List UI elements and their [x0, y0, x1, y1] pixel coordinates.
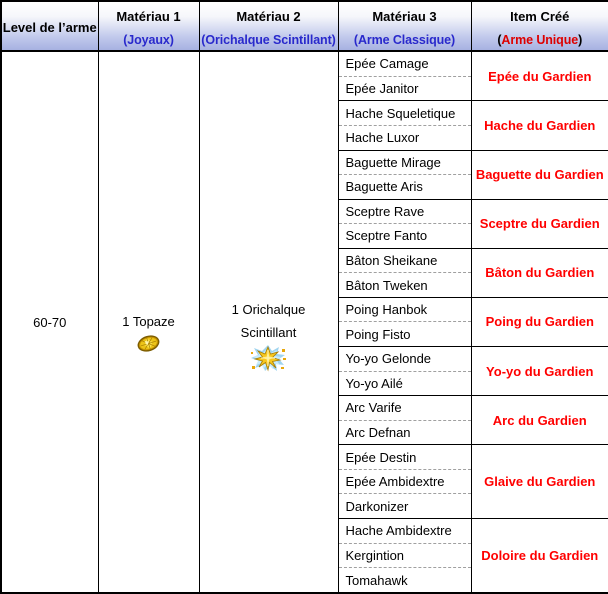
- header-material1-column: [98, 1, 199, 51]
- header-material1-subtitle: (Joyaux): [123, 33, 174, 47]
- header-item-title: Item Créé: [510, 9, 570, 24]
- weapon-cell: Yo-yo Gelonde: [338, 347, 471, 372]
- item-cell: Baguette du Gardien: [471, 150, 608, 199]
- subtitle-open-paren: (: [497, 33, 502, 47]
- material2-label-line2: Scintillant: [240, 325, 297, 340]
- weapon-cell: Epée Ambidextre: [338, 469, 471, 494]
- level-value: 60-70: [33, 314, 67, 330]
- weapon-cell: Tomahawk: [338, 568, 471, 593]
- header-item-column: [471, 1, 608, 51]
- weapon-cell: Poing Fisto: [338, 322, 471, 347]
- header-material3-title: Matériau 3: [372, 9, 437, 24]
- topaz-gem-icon: [135, 333, 162, 354]
- header-material2-column: [199, 1, 338, 51]
- item-cell: Epée du Gardien: [471, 51, 608, 101]
- material2-cell: [199, 51, 338, 593]
- weapon-cell: Epée Destin: [338, 445, 471, 470]
- weapon-cell: Hache Luxor: [338, 125, 471, 150]
- weapon-cell: Baguette Aris: [338, 175, 471, 200]
- header-material3-subtitle: (Arme Classique): [353, 33, 456, 47]
- weapon-cell: Darkonizer: [338, 494, 471, 519]
- weapon-cell: Bâton Sheikane: [338, 248, 471, 273]
- header-level-title: Level de l’arme: [2, 20, 97, 35]
- sparkling-orichalcum-icon: [250, 344, 287, 372]
- weapon-cell: Arc Varife: [338, 396, 471, 421]
- subtitle-text: Arme Unique: [501, 33, 579, 47]
- subtitle-close-paren: ): [578, 33, 583, 47]
- item-cell: Doloire du Gardien: [471, 518, 608, 593]
- weapon-cell: Hache Ambidextre: [338, 518, 471, 543]
- level-cell: [1, 51, 98, 593]
- header-item-subtitle: [472, 33, 608, 47]
- weapon-cell: Poing Hanbok: [338, 297, 471, 322]
- weapon-cell: Kergintion: [338, 543, 471, 568]
- header-material3-column: [338, 1, 471, 51]
- material1-label: 1 Topaze: [122, 314, 175, 329]
- header-level-column: [1, 1, 98, 51]
- weapon-cell: Epée Camage: [338, 51, 471, 76]
- item-cell: Arc du Gardien: [471, 396, 608, 445]
- table-header: [1, 1, 608, 51]
- craft-table-body: [1, 51, 608, 593]
- header-material2-subtitle: (Orichalque Scintillant): [201, 33, 336, 47]
- weapon-cell: Arc Defnan: [338, 420, 471, 445]
- weapon-cell: Hache Squeletique: [338, 101, 471, 126]
- material1-cell: [98, 51, 199, 593]
- item-cell: Bâton du Gardien: [471, 248, 608, 297]
- item-cell: Hache du Gardien: [471, 101, 608, 150]
- weapon-cell: Bâton Tweken: [338, 273, 471, 298]
- weapon-cell: Baguette Mirage: [338, 150, 471, 175]
- weapon-cell: Epée Janitor: [338, 76, 471, 101]
- header-material2-title: Matériau 2: [236, 9, 301, 24]
- weapon-cell: Sceptre Fanto: [338, 224, 471, 249]
- table-row: [1, 51, 608, 76]
- header-material1-title: Matériau 1: [116, 9, 181, 24]
- material2-label-line1: 1 Orichalque: [231, 302, 306, 317]
- item-cell: Sceptre du Gardien: [471, 199, 608, 248]
- item-cell: Glaive du Gardien: [471, 445, 608, 519]
- weapon-cell: Yo-yo Ailé: [338, 371, 471, 396]
- header-row: [1, 1, 608, 51]
- item-cell: Poing du Gardien: [471, 297, 608, 346]
- item-cell: Yo-yo du Gardien: [471, 347, 608, 396]
- weapon-cell: Sceptre Rave: [338, 199, 471, 224]
